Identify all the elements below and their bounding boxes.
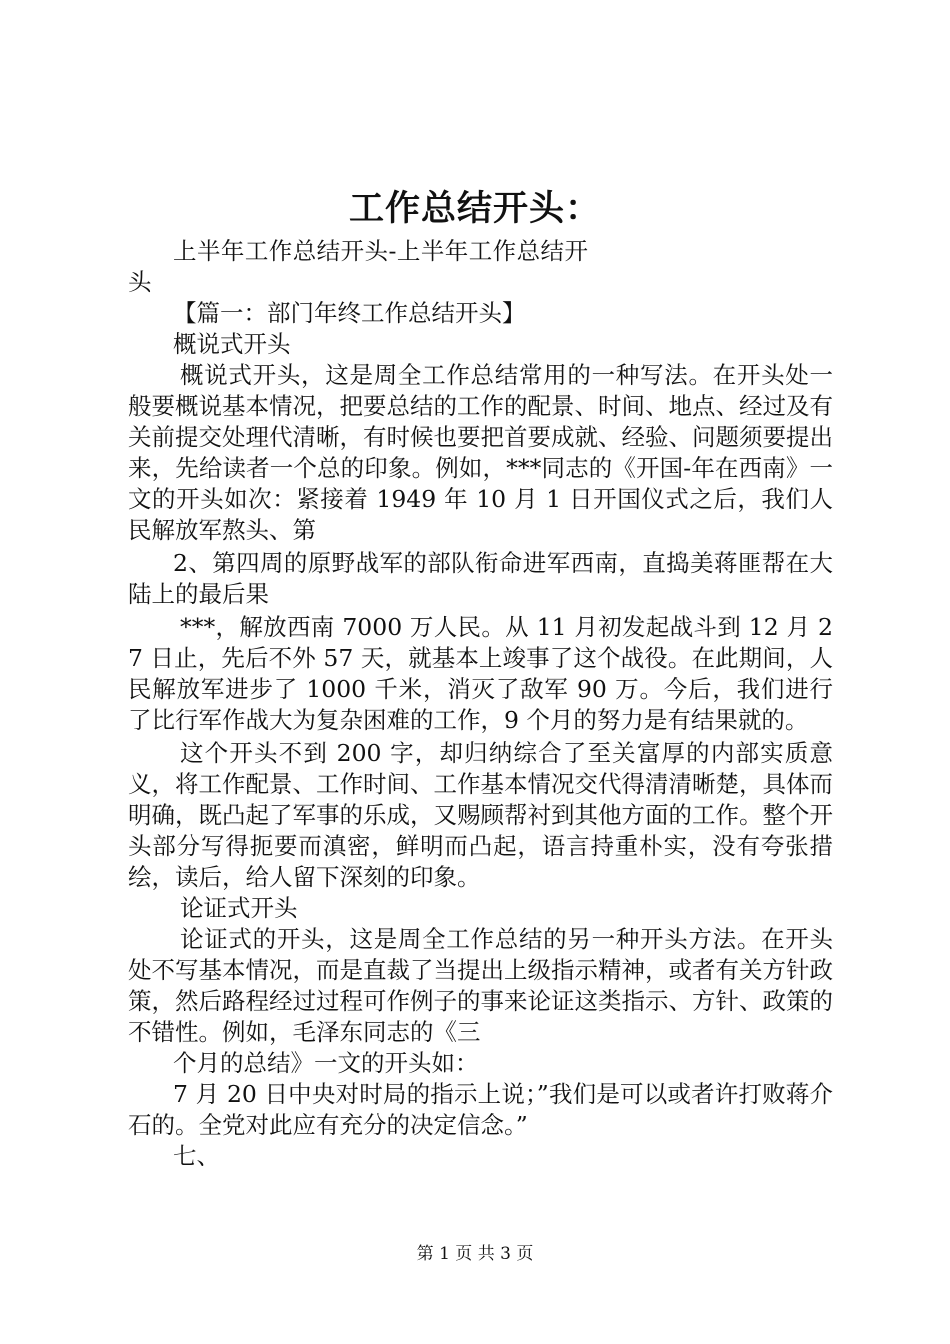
paragraph-section-heading: 【篇一：部门年终工作总结开头】 — [173, 299, 526, 327]
paragraph-summary-style-body: 概说式开头，这是周全工作总结常用的一种写法。在开头处一般要概说基本情况，把要总结的工作的配景、时间、地点、经过及有关前提交处理代清晰，有时候也要把首要成就、经验、问题须要提出来，先给读者一个总的印象。例如，***同志的《开国-年在西南》一文的开头如次：紧接着 1949 年 10 月 1 日开国仪式之后，我们人民解放军熬头、第 — [128, 361, 833, 544]
paragraph-quote: 7 月 20 日中央对时局的指示上说；”我们是可以或者许打败蒋介石的。全党对此应有充分的决定信念。” — [128, 1080, 833, 1139]
page-footer: 第 1 页 共 3 页 — [416, 1244, 534, 1264]
paragraph-heading-argument-style: 论证式开头 — [180, 894, 298, 922]
paragraph-item-seven: 七、 — [173, 1142, 220, 1170]
document-body — [128, 236, 833, 1172]
paragraph-quote-intro: 个月的总结》一文的开头如： — [173, 1049, 479, 1077]
paragraph-continuation-1: 2、第四周的原野战军的部队衔命进军西南，直捣美蒋匪帮在大陆上的最后果 — [128, 549, 833, 608]
paragraph-continuation-2: ***，解放西南 7000 万人民。从 11 月初发起战斗到 12 月 27 日止，先后不外 57 天，就基本上竣事了这个战役。在此期间，人民解放军进步了 1000 千米，消灭了敌军 90 万。今后，我们进行了比行军作战大为复杂困难的工作，9 个月的努力是有结果就的。 — [128, 613, 833, 734]
document-title: 工作总结开头： — [348, 188, 601, 229]
paragraph-subtitle: 上半年工作总结开头-上半年工作总结开头 — [128, 237, 588, 296]
paragraph-heading-summary-style: 概说式开头 — [173, 330, 291, 358]
paragraph-commentary: 这个开头不到 200 字，却归纳综合了至关富厚的内部实质意义，将工作配景、工作时间、工作基本情况交代得清清晰楚，具体而明确，既凸起了军事的乐成，又赐顾帮衬到其他方面的工作。整个开头部分写得扼要而滇密，鲜明而凸起，语言持重朴实，没有夸张措绘，读后，给人留下深刻的印象。 — [128, 739, 833, 891]
paragraph-argument-style-body: 论证式的开头，这是周全工作总结的另一种开头方法。在开头处不写基本情况，而是直裁了当提出上级指示精神，或者有关方针政策，然后路程经过过程可作例子的事来论证这类指示、方针、政策的不错性。例如，毛泽东同志的《三 — [128, 925, 833, 1046]
